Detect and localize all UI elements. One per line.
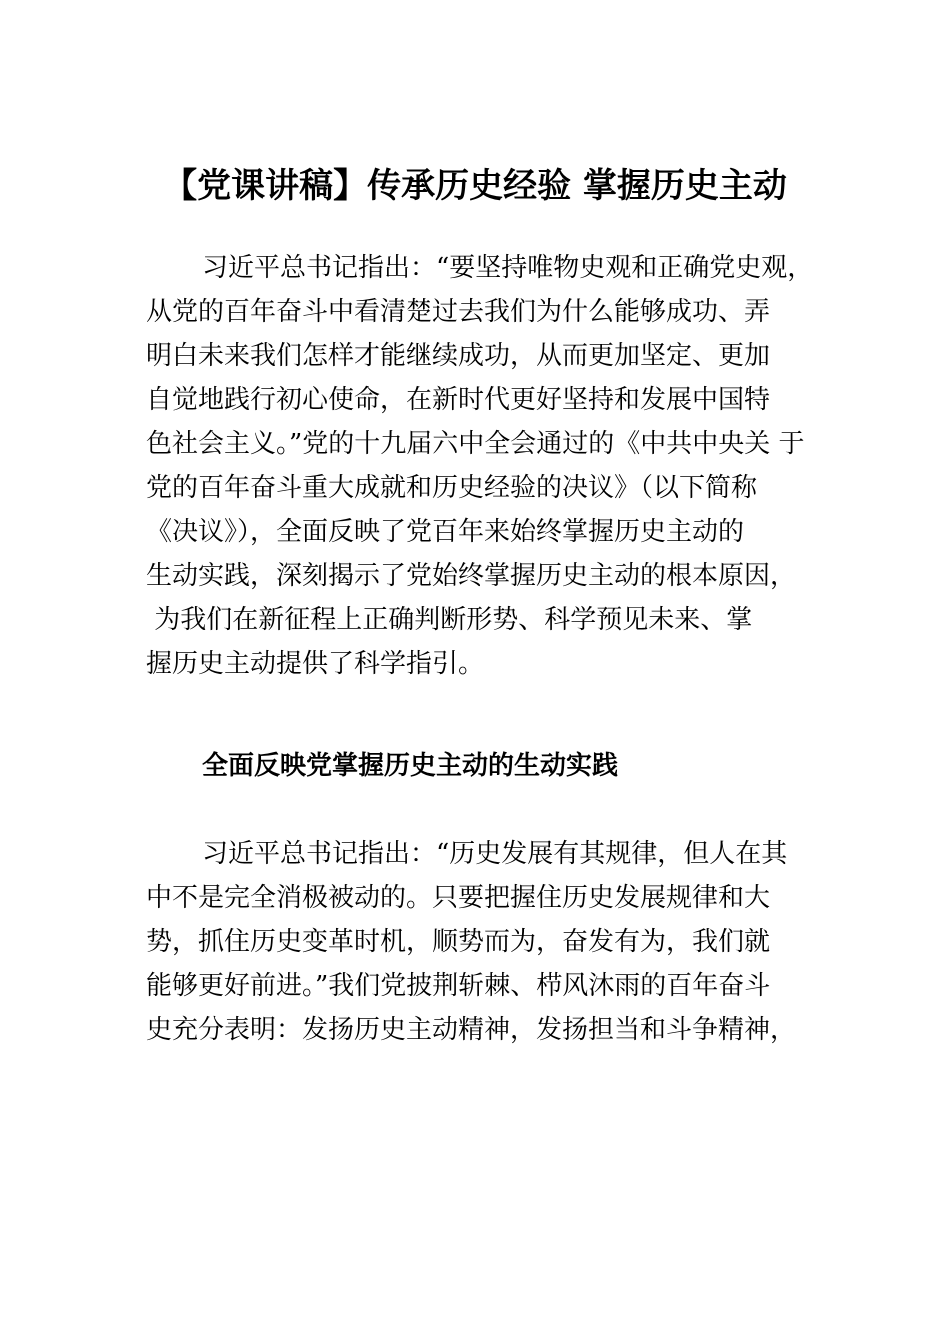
- paragraph-line: 势，抓住历史变革时机，顺势而为，奋发有为，我们就: [146, 927, 771, 957]
- paragraph-line: 习近平总书记指出：“要坚持唯物史观和正确党史观，: [202, 253, 814, 283]
- paragraph-line: 握历史主动提供了科学指引。: [146, 649, 485, 679]
- paragraph-line: 史充分表明：发扬历史主动精神，发扬担当和斗争精神，: [146, 1015, 797, 1045]
- paragraph-1: [146, 246, 813, 686]
- section-heading: 全面反映党掌握历史主动的生动实践: [202, 751, 619, 781]
- paragraph-line: 色社会主义。”党的十九届六中全会通过的《中共中央关 于: [146, 429, 805, 459]
- paragraph-line: 为我们在新征程上正确判断形势、科学预见未来、掌: [146, 605, 753, 635]
- paragraph-line: 从党的百年奋斗中看清楚过去我们为什么能够成功、弄: [146, 297, 771, 327]
- paragraph-line: 《决议》），全面反映了党百年来始终掌握历史主动的: [146, 517, 745, 547]
- document-title: 【党课讲稿】传承历史经验 掌握历史主动: [163, 166, 787, 206]
- paragraph-line: 自觉地践行初心使命，在新时代更好坚持和发展中国特: [146, 385, 771, 415]
- paragraph-line: 党的百年奋斗重大成就和历史经验的决议》（以下简称: [146, 473, 758, 503]
- paragraph-line: 能够更好前进。”我们党披荆斩棘、栉风沐雨的百年奋斗: [146, 971, 771, 1001]
- paragraph-line: 生动实践，深刻揭示了党始终掌握历史主动的根本原因，: [146, 561, 797, 591]
- paragraph-2: [146, 832, 796, 1052]
- paragraph-line: 习近平总书记指出：“历史发展有其规律，但人在其: [202, 839, 788, 869]
- paragraph-line: 明白未来我们怎样才能继续成功，从而更加坚定、更加: [146, 341, 771, 371]
- paragraph-line: 中不是完全消极被动的。只要把握住历史发展规律和大: [146, 883, 771, 913]
